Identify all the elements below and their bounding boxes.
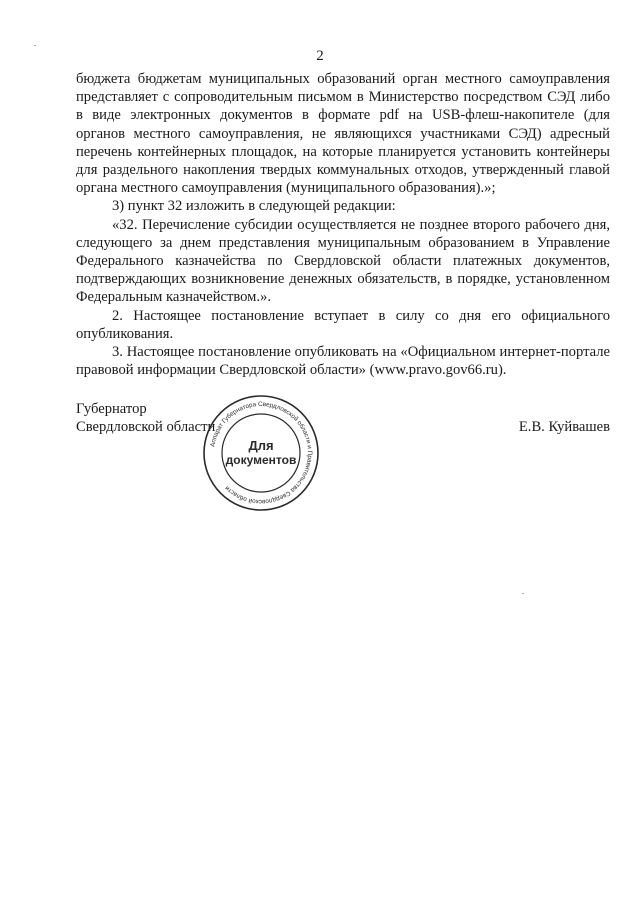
scan-speck xyxy=(34,45,36,46)
official-stamp xyxy=(200,392,322,514)
stamp-ring-text: Аппарат Губернатора Свердловской области и Правительства Свердловской области xyxy=(209,400,314,506)
stamp-center-line2: документов xyxy=(225,453,297,467)
document-body xyxy=(76,70,610,379)
signatory-position-line1: Губернатор xyxy=(76,401,147,417)
stamp-center-line1: Для xyxy=(248,438,274,453)
paragraph-effective-date: 2. Настоящее постановление вступает в силу со дня его официального опубликования. xyxy=(76,307,610,342)
signatory-position-line2: Свердловской области xyxy=(76,419,216,436)
paragraph-continuation: бюджета бюджетам муниципальных образований орган местного самоуправления представляет с сопроводительным письмом в Министерство посредством СЭД либо в виде электронных документов в формате pdf на USB-флеш-накопителе (для органов местного самоуправления, не являющихся участниками СЭД) адресный перечень контейнерных площадок, на которые планируется установить контейнеры для раздельного накопления твердых коммунальных отходов, утвержденный главой органа местного самоуправления (муниципального образования).»; xyxy=(76,71,610,197)
signatory-name: Е.В. Куйвашев xyxy=(518,419,610,435)
page-number: 2 xyxy=(316,48,324,64)
paragraph-item-3: 3) пункт 32 изложить в следующей редакции: xyxy=(112,198,396,215)
paragraph-publication: 3. Настоящее постановление опубликовать на «Официальном интернет-портале правовой информации Свердловской области» (www.pravo.gov66.ru). xyxy=(76,344,610,379)
scan-speck xyxy=(522,593,524,594)
paragraph-clause-32: «32. Перечисление субсидии осуществляется не позднее второго рабочего дня, следующего за днем представления муниципальным образованием в Управление Федерального казначейства по Свердловской области платежных документов, подтверждающих возникновение денежных обязательств, в порядке, установленном Федеральным казначейством.». xyxy=(76,216,610,306)
